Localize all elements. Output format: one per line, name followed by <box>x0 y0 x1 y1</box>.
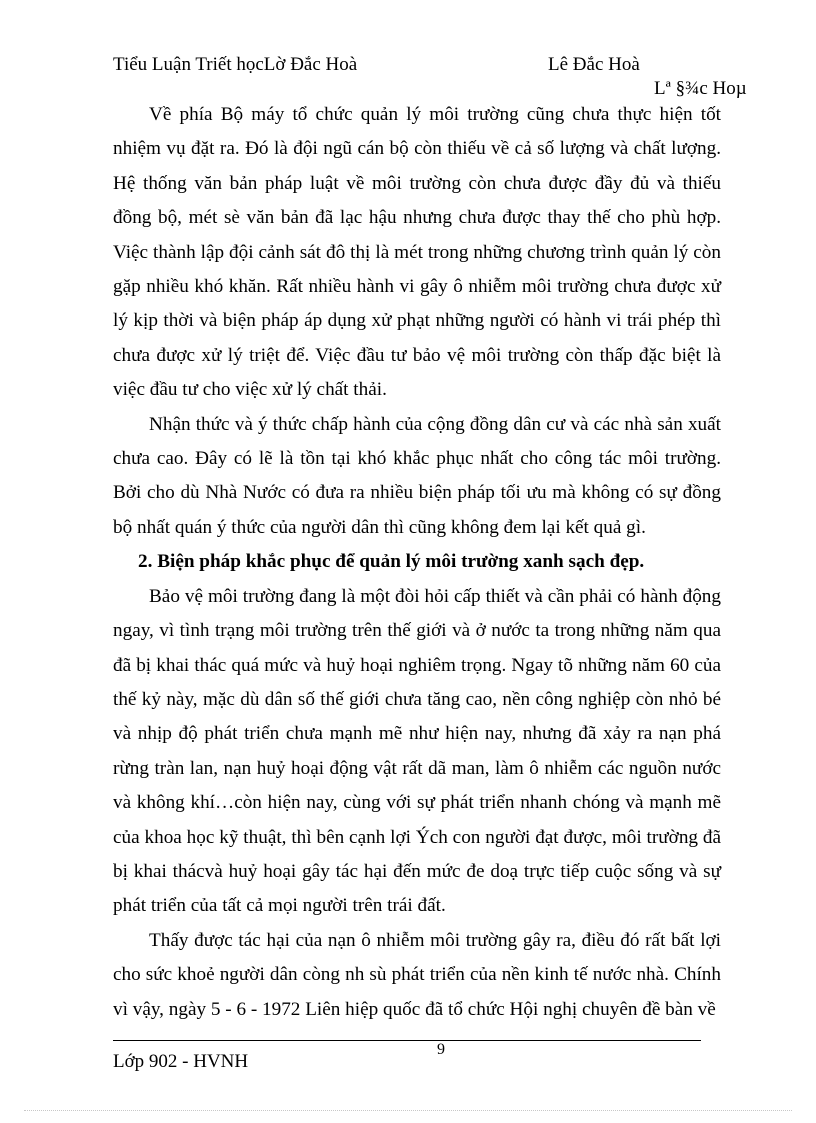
paragraph-public-awareness: Nhận thức và ý thức chấp hành của cộng đồng dân cư và các nhà sản xuất chưa cao. Đây có lẽ là tồn tại khó khắc phục nhất cho công tác môi trường. Bởi cho dù Nhà Nước có đưa ra nhiều biện pháp tối ưu mà không có sự đồng bộ nhất quán ý thức của người dân thì cũng không đem lại kết quả gì. <box>113 413 721 538</box>
footer-divider <box>113 1040 701 1041</box>
paragraph-management-apparatus: Về phía Bộ máy tổ chức quản lý môi trường cũng chưa thực hiện tốt nhiệm vụ đặt ra. Đó là đội ngũ cán bộ còn thiếu về cả số lượng và chất lượng. Hệ thống văn bản pháp luật về môi trường còn chưa được đầy đủ và thiếu đồng bộ, mét sè văn bản đã lạc hậu nhưng chưa được thay thế cho phù hợp. Việc thành lập đội cảnh sát đô thị là mét trong những chương trình quản lý còn gặp nhiều khó khăn. Rất nhiều hành vi gây ô nhiễm môi trường chưa được xử lý kịp thời và biện pháp áp dụng xử phạt những người có hành vi trái phép thì chưa được xử lý triệt để. Việc đầu tư bảo vệ môi trường còn thấp đặc biệt là việc đầu tư cho việc xử lý chất thải. <box>113 104 721 401</box>
header-author-garbled: Lª §¾c Hoµ <box>654 78 747 99</box>
body-text <box>113 98 721 1027</box>
section-heading: 2. Biện pháp khắc phục để quản lý môi trường xanh sạch đẹp. <box>138 551 645 573</box>
paragraph-pollution-harm: Thấy được tác hại của nạn ô nhiễm môi trường gây ra, điều đó rất bất lợi cho sức khoẻ người dân còng nh sù phát triển của nền kinh tế nước nhà. Chính vì vậy, ngày 5 - 6 - 1972 Liên hiệp quốc đã tổ chức Hội nghị chuyên đề bàn về <box>113 929 721 1020</box>
header-title: Tiểu Luận Triết họcLờ Đắc Hoà <box>113 54 358 75</box>
page-edge-divider <box>24 1110 792 1111</box>
header-author: Lê Đắc Hoà <box>548 54 640 75</box>
paragraph-environment-protection: Bảo vệ môi trường đang là một đòi hỏi cấp thiết và cần phải có hành động ngay, vì tình trạng môi trường trên thế giới và ở nước ta trong những năm qua đã bị khai thác quá mức và huỷ hoại nghiêm trọng. Ngay tõ những năm 60 của thế kỷ này, mặc dù dân số thế giới chưa tăng cao, nền công nghiệp còn nhỏ bé và nhịp độ phát triển chưa mạnh mẽ như hiện nay, nhưng đã xảy ra nạn phá rừng tràn lan, nạn huỷ hoại động vật rất dã man, làm ô nhiễm các nguồn nước và không khí…còn hiện nay, cùng với sự phát triển nhanh chóng và mạnh mẽ của khoa học kỹ thuật, thì bên cạnh lợi Ých con người đạt được, môi trường đã bị khai thácvà huỷ hoại gây tác hại đến mức đe doạ trực tiếp cuộc sống và sự phát triển của tất cả mọi người trên trái đất. <box>113 585 721 917</box>
footer-class-label: Lớp 902 - HVNH <box>113 1051 249 1072</box>
page-number: 9 <box>437 1041 445 1058</box>
